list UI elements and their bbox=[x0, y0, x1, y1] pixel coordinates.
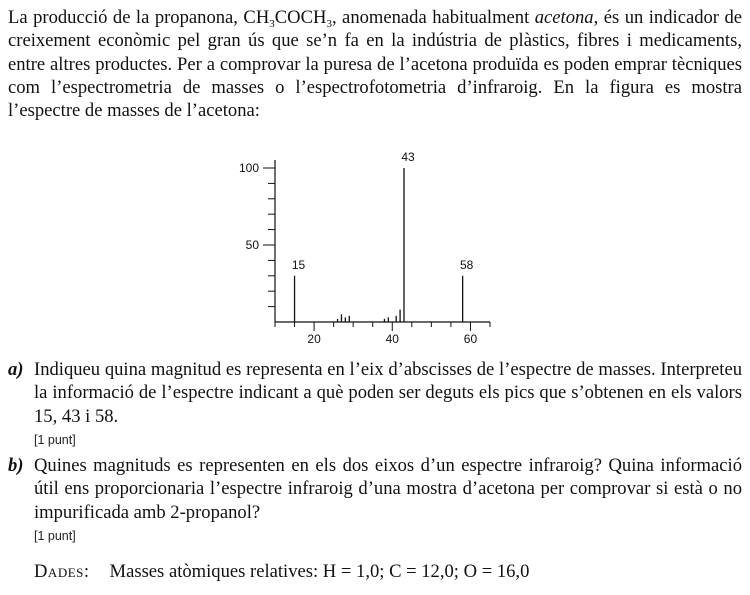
peak-label: 58 bbox=[459, 257, 474, 272]
peak-label: 43 bbox=[401, 150, 415, 164]
question-a bbox=[8, 358, 742, 428]
question-b-label: b) bbox=[8, 455, 24, 476]
intro-text-4: , és un indicador de creixement econòmic pel gran ús que se’n fa en la indústria de plàstics, fibres i medicaments, entre altres productes. Per a comprovar la puresa de l’acetona produïda es poden emprar tècniques com l’espectrometria de masses o l’espectrofotometria d’infraroig. En la figura es mostra l’espectre de masses de l’acetona: bbox=[8, 7, 743, 122]
y-tick-label: 50 bbox=[245, 238, 259, 252]
intro-text-3: , anomenada habitualment bbox=[331, 7, 535, 28]
mass-spectrum-svg bbox=[228, 144, 508, 344]
question-a-points: [1 punt] bbox=[34, 433, 76, 447]
dades-line bbox=[34, 560, 529, 583]
intro-text-2: COCH bbox=[274, 7, 327, 28]
subscript-3b: 3 bbox=[326, 18, 332, 30]
question-b-points: [1 punt] bbox=[34, 529, 76, 543]
subscript-3a: 3 bbox=[269, 18, 275, 30]
acetona-italic: acetona bbox=[534, 7, 594, 28]
intro-text-1: La producció de la propanona, CH bbox=[8, 7, 270, 28]
x-tick-label: 40 bbox=[385, 332, 399, 344]
dades-text: Masses atòmiques relatives: H = 1,0; C = 12,0; O = 16,0 bbox=[109, 561, 530, 582]
question-a-label: a) bbox=[8, 359, 24, 380]
y-tick-label: 100 bbox=[238, 161, 259, 175]
intro-paragraph bbox=[8, 6, 742, 122]
question-a-text: Indiqueu quina magnitud es representa en l’eix d’abscisses de l’espectre de masses. Interpreteu la informació de l’espectre indicant a què poden ser deguts els pics que s’obtenen en els valors 15, 43 i 58. bbox=[34, 359, 742, 427]
peak-label: 15 bbox=[291, 257, 306, 272]
question-b-text: Quines magnituds es representen en els dos eixos d’un espectre infraroig? Quina informació útil ens proporcionaria l’espectre infraroig d’una mostra d’acetona per comprovar si està o no impurificada amb 2-propanol? bbox=[34, 455, 742, 523]
mass-spectrum-chart bbox=[228, 144, 508, 344]
dades-label: Dades: bbox=[34, 561, 90, 582]
x-tick-label: 60 bbox=[463, 332, 478, 344]
question-b bbox=[8, 454, 742, 524]
x-tick-label: 20 bbox=[307, 332, 321, 344]
